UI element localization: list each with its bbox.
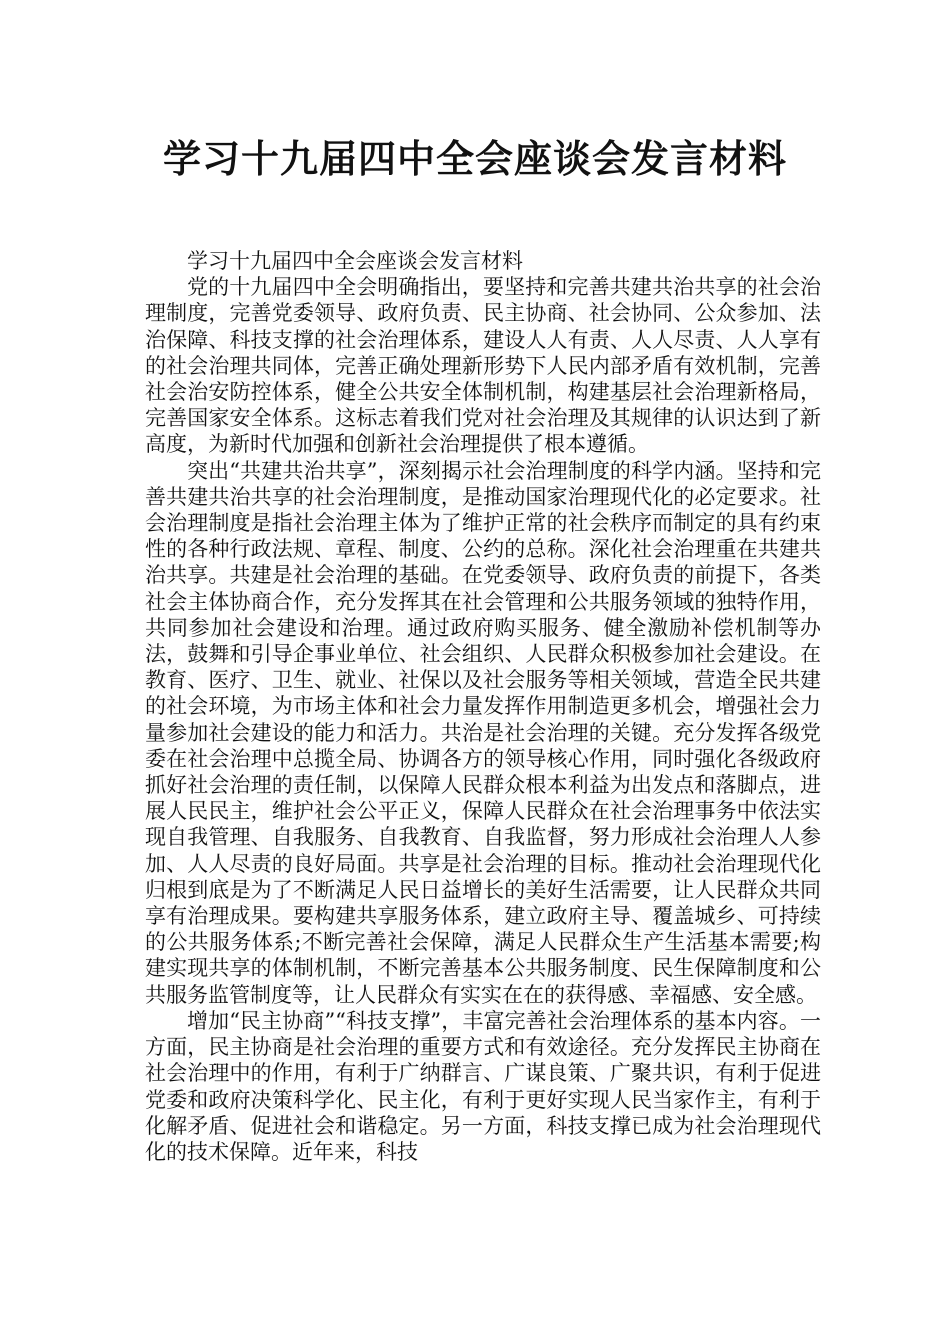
- document-title: 学习十九届四中全会座谈会发言材料: [162, 137, 787, 181]
- paragraph-2: 突出“共建共治共享”，深刻揭示社会治理制度的科学内涵。坚持和完善共建共治共享的社会治理制度，是推动国家治理现代化的必定要求。社会治理制度是指社会治理主体为了维护正常的社会秩序而制定的具有约束性的各种行政法规、章程、制度、公约的总称。深化社会治理重在共建共治共享。共建是社会治理的基础。在党委领导、政府负责的前提下，各类社会主体协商合作，充分发挥其在社会管理和公共服务领域的独特作用，共同参加社会建设和治理。通过政府购买服务、健全激励补偿机制等办法，鼓舞和引导企事业单位、社会组织、人民群众积极参加社会建设。在教育、医疗、卫生、就业、社保以及社会服务等相关领域，营造全民共建的社会环境，为市场主体和社会力量发挥作用制造更多机会，增强社会力量参加社会建设的能力和活力。共治是社会治理的关键。充分发挥各级党委在社会治理中总揽全局、协调各方的领导核心作用，同时强化各级政府抓好社会治理的责任制，以保障人民群众根本利益为出发点和落脚点，进展人民民主，维护社会公平正义，保障人民群众在社会治理事务中依法实现自我管理、自我服务、自我教育、自我监督，努力形成社会治理人人参加、人人尽责的良好局面。共享是社会治理的目标。推动社会治理现代化归根到底是为了不断满足人民日益增长的美好生活需要，让人民群众共同享有治理成果。要构建共享服务体系，建立政府主导、覆盖城乡、可持续的公共服务体系;不断完善社会保障，满足人民群众生产生活基本需要;构建实现共享的体制机制，不断完善基本公共服务制度、民生保障制度和公共服务监管制度等，让人民群众有实实在在的获得感、幸福感、安全感。: [145, 458, 821, 1007]
- subtitle-line: 学习十九届四中全会座谈会发言材料: [187, 249, 523, 273]
- paragraph-3: 增加“民主协商”“科技支撑”，丰富完善社会治理体系的基本内容。一方面，民主协商是社会治理的重要方式和有效途径。充分发挥民主协商在社会治理中的作用，有利于广纳群言、广谋良策、广聚共识，有利于促进党委和政府决策科学化、民主化，有利于更好实现人民当家作主，有利于化解矛盾、促进社会和谐稳定。另一方面，科技支撑已成为社会治理现代化的技术保障。近年来，科技: [145, 1008, 821, 1164]
- paragraph-1: 党的十九届四中全会明确指出，要坚持和完善共建共治共享的社会治理制度，完善党委领导、政府负责、民主协商、社会协同、公众参加、法治保障、科技支撑的社会治理体系，建设人人有责、人人尽责、人人享有的社会治理共同体，完善正确处理新形势下人民内部矛盾有效机制，完善社会治安防控体系，健全公共安全体制机制，构建基层社会治理新格局，完善国家安全体系。这标志着我们党对社会治理及其规律的认识达到了新高度，为新时代加强和创新社会治理提供了根本遵循。: [145, 275, 821, 457]
- document-body: [145, 248, 821, 1165]
